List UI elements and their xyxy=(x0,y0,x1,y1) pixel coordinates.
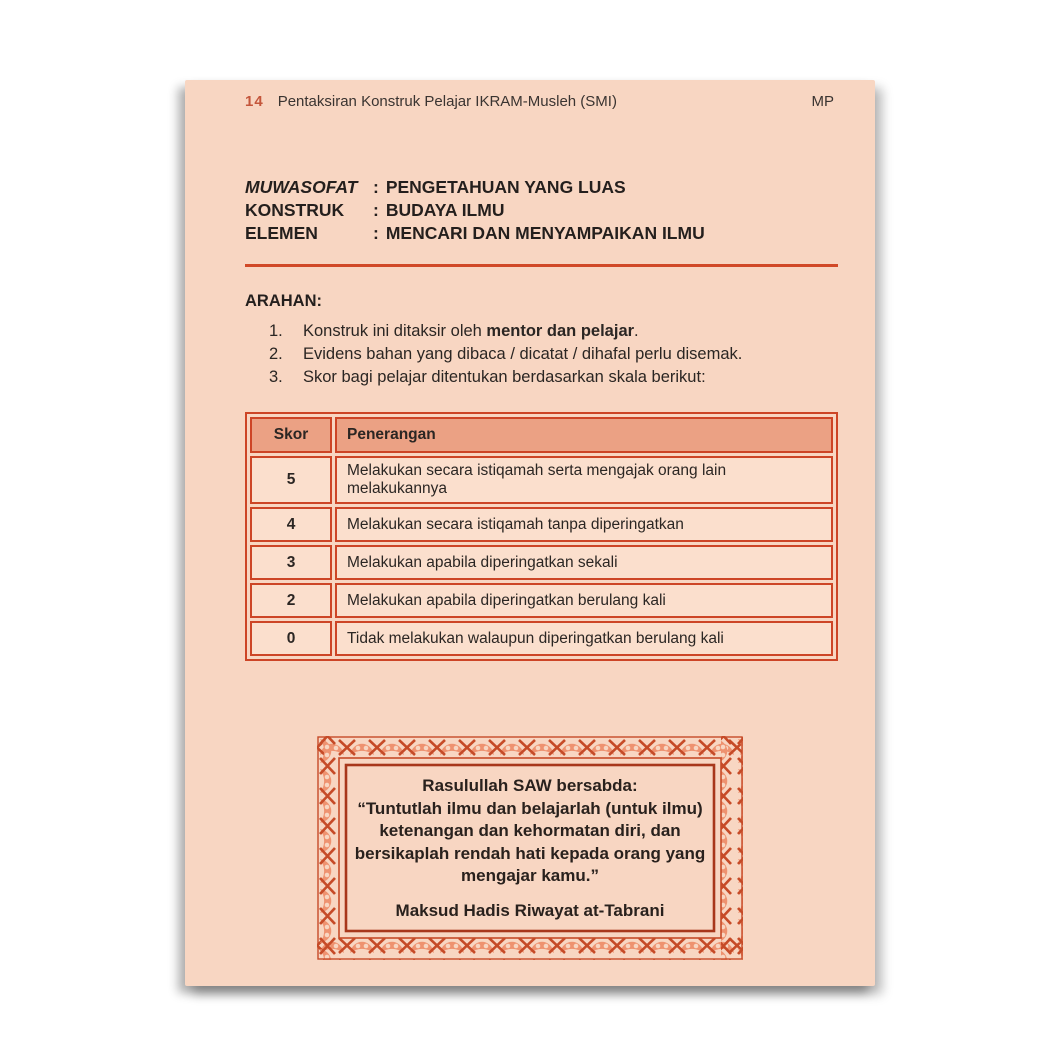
meta-row-muwasofat xyxy=(245,176,838,199)
instruction-item xyxy=(245,366,838,389)
score-cell: 2 xyxy=(250,583,332,618)
meta-row-elemen xyxy=(245,222,838,245)
item-text-bold: mentor dan pelajar xyxy=(486,322,635,340)
book-page xyxy=(185,80,875,986)
item-number: 1. xyxy=(269,322,283,340)
page-content xyxy=(245,80,838,986)
header-penerangan: Penerangan xyxy=(335,417,833,453)
description-cell: Melakukan apabila diperingatkan berulang kali xyxy=(335,583,833,618)
meta-value: PENGETAHUAN YANG LUAS xyxy=(385,177,626,197)
score-table xyxy=(245,412,838,661)
table-row xyxy=(250,583,833,618)
meta-value: BUDAYA ILMU xyxy=(385,200,505,220)
running-header xyxy=(245,80,838,110)
meta-label: MUWASOFAT xyxy=(245,177,358,197)
arahan-heading: ARAHAN: xyxy=(245,292,322,310)
meta-value: MENCARI DAN MENYAMPAIKAN ILMU xyxy=(385,223,705,243)
item-number: 2. xyxy=(269,345,283,363)
meta-separator: : xyxy=(373,223,379,243)
score-cell: 5 xyxy=(250,456,332,504)
page-number: 14 xyxy=(245,93,264,110)
description-cell: Melakukan secara istiqamah serta mengajak orang lain melakukannya xyxy=(335,456,833,504)
score-cell: 3 xyxy=(250,545,332,580)
meta-separator: : xyxy=(373,200,379,220)
description-cell: Melakukan apabila diperingatkan sekali xyxy=(335,545,833,580)
item-text-post: . xyxy=(634,322,639,340)
header-skor: Skor xyxy=(250,417,332,453)
section-divider xyxy=(245,264,838,267)
table-row xyxy=(250,456,833,504)
score-cell: 0 xyxy=(250,621,332,656)
description-cell: Melakukan secara istiqamah tanpa diperingatkan xyxy=(335,507,833,542)
item-text: Skor bagi pelajar ditentukan berdasarkan skala berikut: xyxy=(303,368,706,386)
description-cell: Tidak melakukan walaupun diperingatkan berulang kali xyxy=(335,621,833,656)
hadith-intro: Rasulullah SAW bersabda: xyxy=(422,776,638,796)
table-row xyxy=(250,507,833,542)
edition-label: MP xyxy=(811,93,834,110)
table-row xyxy=(250,545,833,580)
meta-label: KONSTRUK xyxy=(245,200,345,220)
item-text: Evidens bahan yang dibaca / dicatat / dihafal perlu disemak. xyxy=(303,345,743,363)
hadith-frame xyxy=(317,736,743,960)
hadith-body: “Tuntutlah ilmu dan belajarlah (untuk ilmu) ketenangan dan kehormatan diri, dan bersikaplah rendah hati kepada orang yang mengajar kamu.” xyxy=(354,798,706,885)
hadith-text xyxy=(353,766,707,932)
table-header-row xyxy=(250,417,833,453)
instruction-item xyxy=(245,320,838,343)
meta-row-konstruk xyxy=(245,199,838,222)
item-text xyxy=(303,320,639,343)
instruction-list xyxy=(245,320,838,389)
item-text-pre: Konstruk ini ditaksir oleh xyxy=(303,322,487,340)
item-number: 3. xyxy=(269,368,283,386)
score-cell: 4 xyxy=(250,507,332,542)
hadith-source: Maksud Hadis Riwayat at-Tabrani xyxy=(395,901,665,921)
instruction-item xyxy=(245,343,838,366)
table-row xyxy=(250,621,833,656)
running-title: Pentaksiran Konstruk Pelajar IKRAM-Musleh (SMI) xyxy=(277,93,617,110)
meta-separator: : xyxy=(373,177,379,197)
construct-meta xyxy=(245,176,838,245)
meta-label: ELEMEN xyxy=(245,223,318,243)
